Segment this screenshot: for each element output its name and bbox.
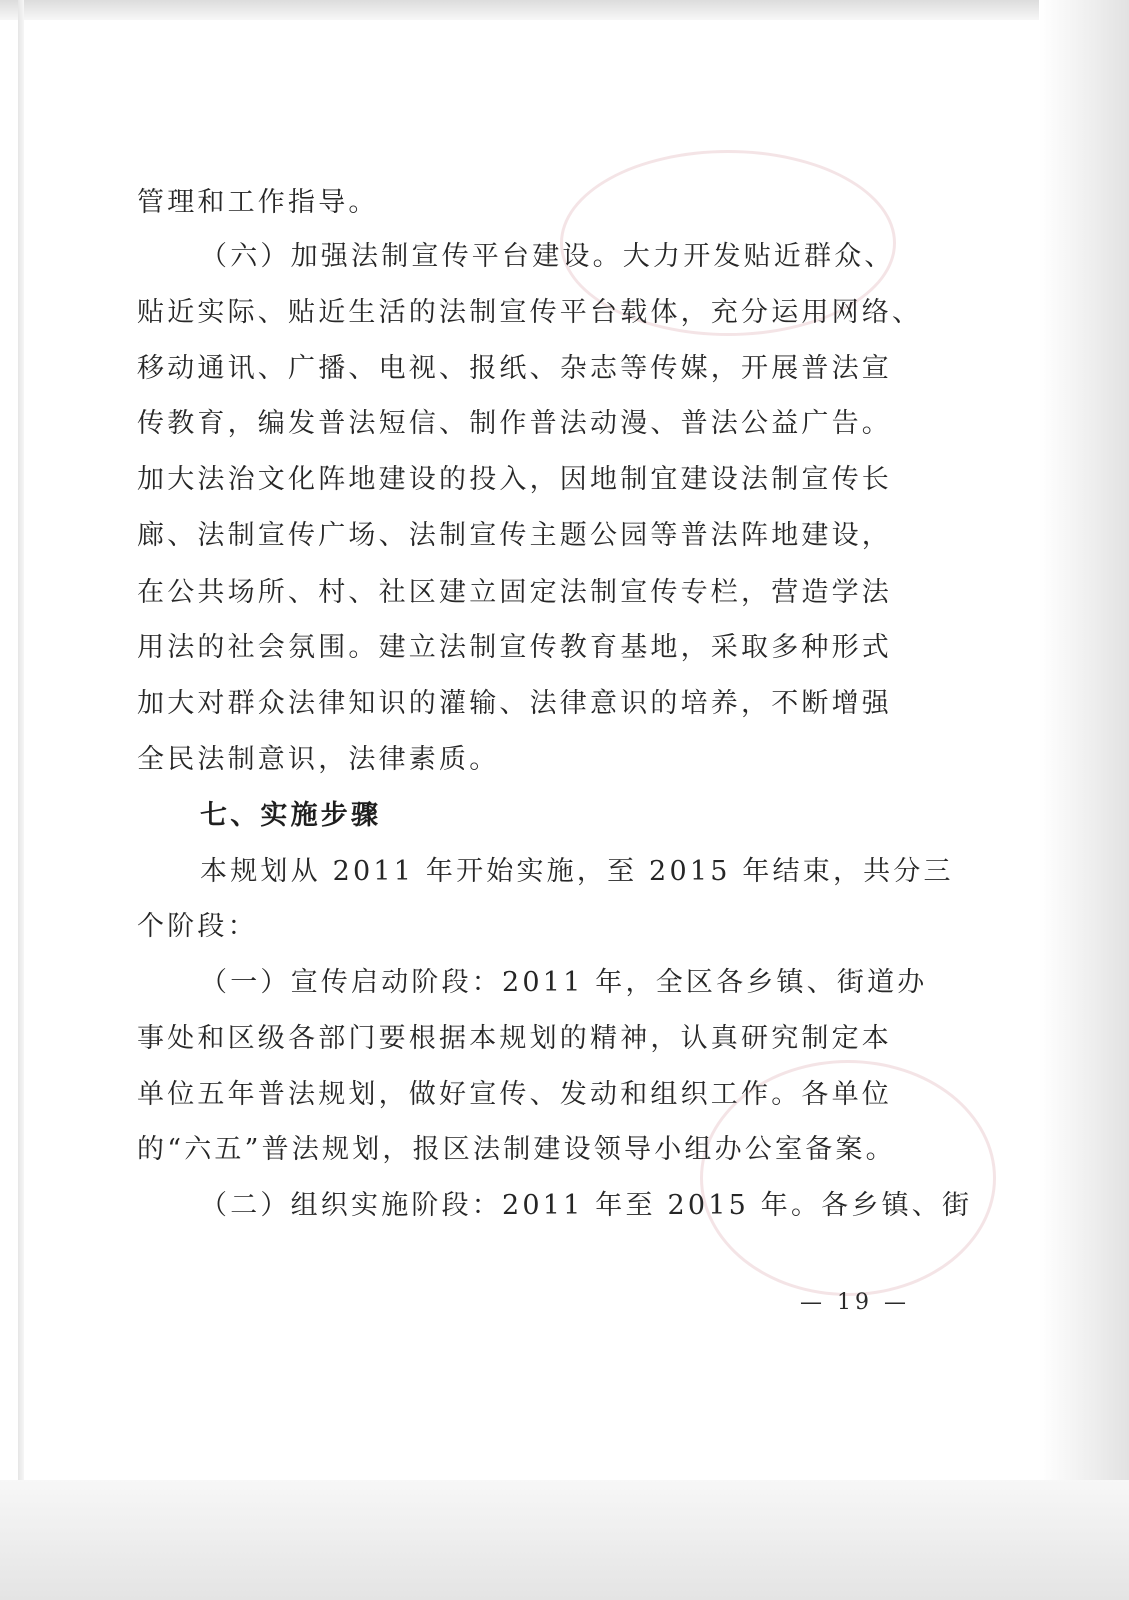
body-line-11: 全民法制意识，法律素质。 [137,744,500,775]
steps-line-3: （一）宣传启动阶段：2011 年，全区各乡镇、街道办 [200,967,928,998]
page-number: — 19 — [800,1290,910,1315]
steps-line-7: （二）组织实施阶段：2011 年至 2015 年。各乡镇、街 [200,1190,973,1221]
body-line-3: 贴近实际、贴近生活的法制宣传平台载体，充分运用网络、 [137,297,923,328]
body-line-4: 移动通讯、广播、电视、报纸、杂志等传媒，开展普法宣 [137,353,892,384]
steps-line-6: 的“六五”普法规划，报区法制建设领导小组办公室备案。 [137,1134,896,1165]
section-heading: 七、实施步骤 [200,800,382,831]
body-line-10: 加大对群众法律知识的灌输、法律意识的培养，不断增强 [137,688,892,719]
body-line-1: 管理和工作指导。 [137,187,379,218]
steps-line-5: 单位五年普法规划，做好宣传、发动和组织工作。各单位 [137,1079,892,1110]
body-line-2: （六）加强法制宣传平台建设。大力开发贴近群众、 [200,241,895,272]
steps-line-4: 事处和区级各部门要根据本规划的精神，认真研究制定本 [137,1023,892,1054]
steps-line-1: 本规划从 2011 年开始实施，至 2015 年结束，共分三 [200,856,954,887]
body-line-5: 传教育，编发普法短信、制作普法动漫、普法公益广告。 [137,408,892,439]
body-line-6: 加大法治文化阵地建设的投入，因地制宜建设法制宣传长 [137,464,892,495]
body-line-7: 廊、法制宣传广场、法制宣传主题公园等普法阵地建设， [137,520,892,551]
steps-line-2: 个阶段： [137,911,258,942]
body-line-9: 用法的社会氛围。建立法制宣传教育基地，采取多种形式 [137,632,892,663]
body-line-8: 在公共场所、村、社区建立固定法制宣传专栏，营造学法 [137,577,892,608]
